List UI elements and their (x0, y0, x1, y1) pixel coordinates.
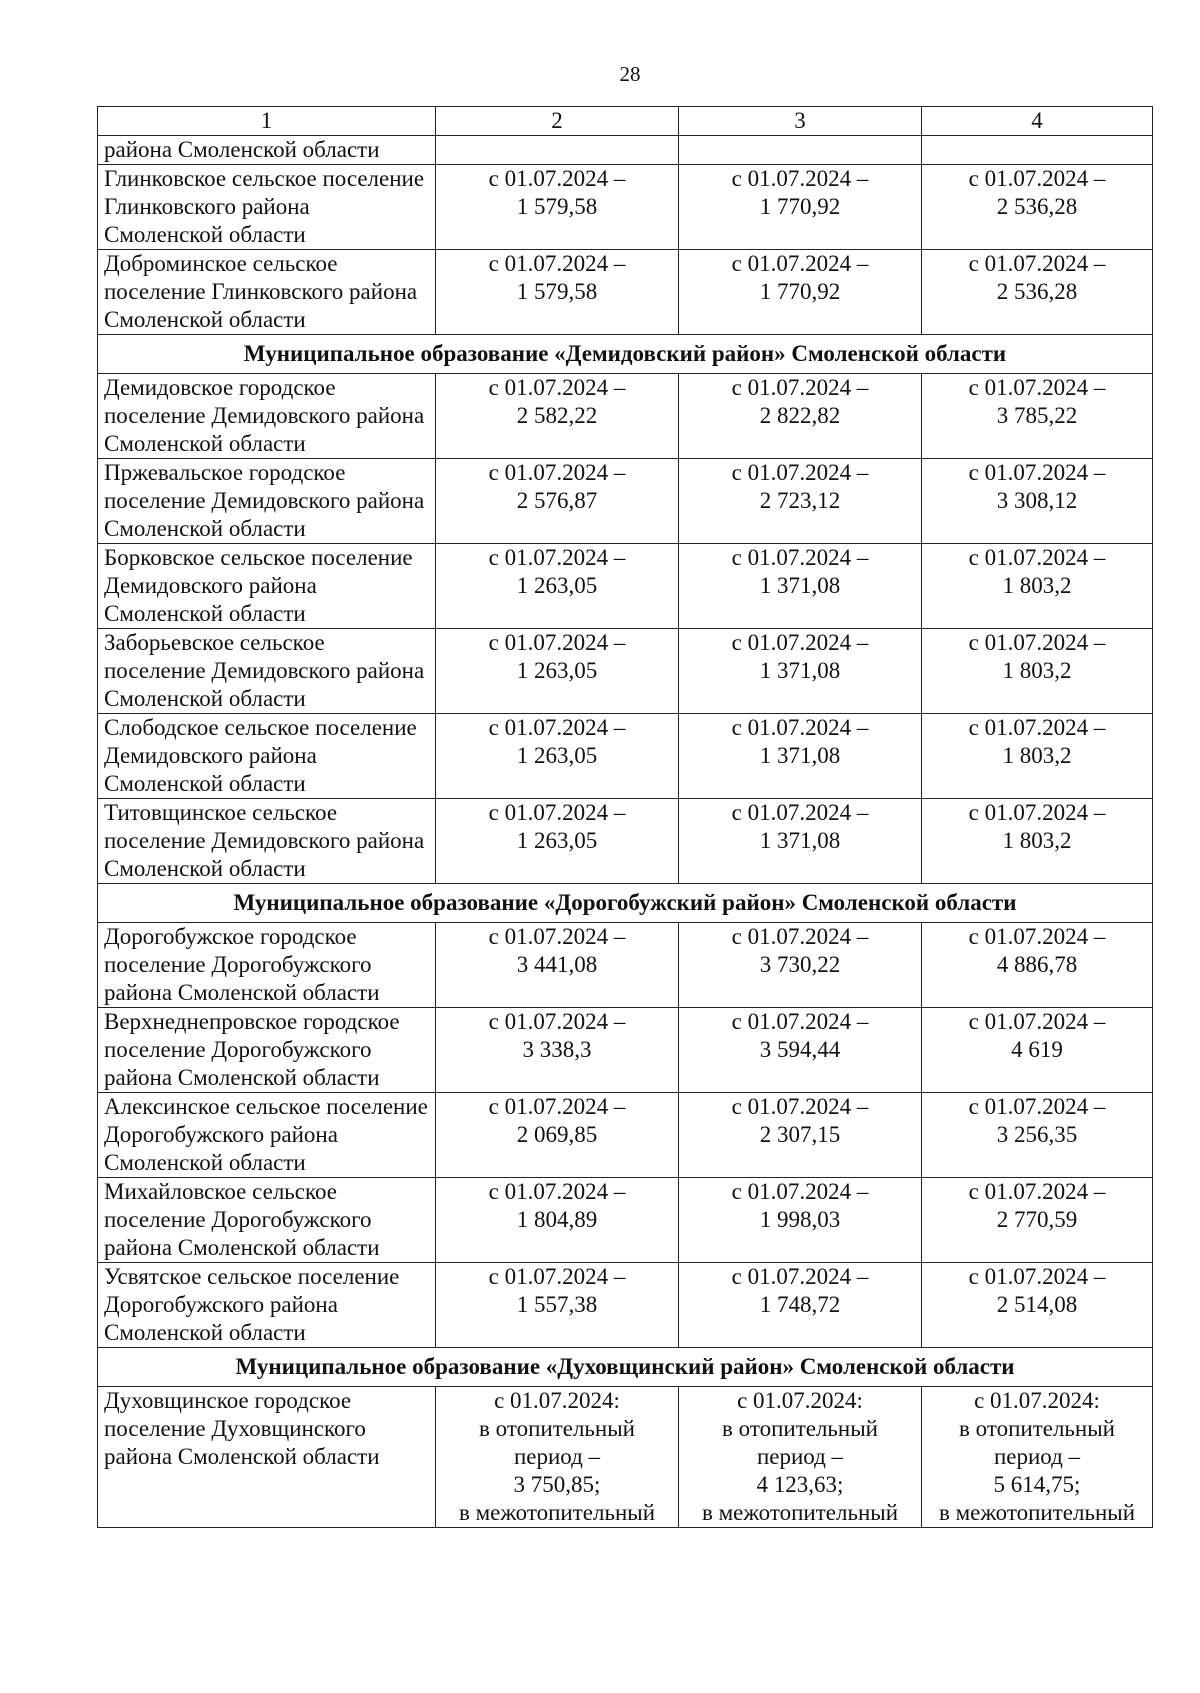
table-row (98, 714, 1153, 799)
section-heading: Муниципальное образование «Дорогобужский район» Смоленской области (98, 884, 1153, 923)
column-number: 3 (679, 107, 922, 136)
column-number: 2 (436, 107, 679, 136)
tariff-value-col-3: с 01.07.2024 – 2 723,12 (679, 459, 922, 544)
table-row (98, 923, 1153, 1008)
table-body (98, 107, 1153, 1528)
tariff-value-col-4: с 01.07.2024 – 2 514,08 (922, 1263, 1153, 1348)
tariff-value-col-2: с 01.07.2024 – 3 338,3 (436, 1008, 679, 1093)
tariff-value-col-3 (679, 136, 922, 165)
table-row (98, 374, 1153, 459)
table-row (98, 799, 1153, 884)
tariff-value-col-2: с 01.07.2024 – 2 069,85 (436, 1093, 679, 1178)
tariff-value-col-3: с 01.07.2024 – 1 371,08 (679, 629, 922, 714)
table-row (98, 629, 1153, 714)
tariff-value-col-4: с 01.07.2024 – 3 308,12 (922, 459, 1153, 544)
tariff-value-col-2 (436, 136, 679, 165)
tariff-value-col-4: с 01.07.2024 – 2 536,28 (922, 250, 1153, 335)
settlement-name: Усвятское сельское поселение Дорогобужского района Смоленской области (98, 1263, 436, 1348)
table-row (98, 1178, 1153, 1263)
tariff-value-col-2: с 01.07.2024: в отопительный период – 3 750,85; в межотопительный (436, 1387, 679, 1528)
tariff-value-col-3: с 01.07.2024 – 3 594,44 (679, 1008, 922, 1093)
tariff-value-col-3: с 01.07.2024 – 3 730,22 (679, 923, 922, 1008)
tariff-value-col-4: с 01.07.2024 – 1 803,2 (922, 629, 1153, 714)
table-row (98, 136, 1153, 165)
section-heading-row (98, 884, 1153, 923)
tariff-value-col-3: с 01.07.2024 – 1 748,72 (679, 1263, 922, 1348)
table-row (98, 1008, 1153, 1093)
section-heading-row (98, 1348, 1153, 1387)
tariff-value-col-2: с 01.07.2024 – 3 441,08 (436, 923, 679, 1008)
settlement-name: Дорогобужское городское поселение Дорогобужского района Смоленской области (98, 923, 436, 1008)
section-heading: Муниципальное образование «Духовщинский район» Смоленской области (98, 1348, 1153, 1387)
tariff-value-col-2: с 01.07.2024 – 1 263,05 (436, 544, 679, 629)
column-number-row (98, 107, 1153, 136)
settlement-name: района Смоленской области (98, 136, 436, 165)
table-row (98, 1263, 1153, 1348)
column-number: 1 (98, 107, 436, 136)
tariff-value-col-4: с 01.07.2024 – 3 785,22 (922, 374, 1153, 459)
tariff-value-col-2: с 01.07.2024 – 1 579,58 (436, 250, 679, 335)
tariff-value-col-4: с 01.07.2024 – 4 886,78 (922, 923, 1153, 1008)
table-row (98, 165, 1153, 250)
tariff-value-col-4: с 01.07.2024 – 1 803,2 (922, 799, 1153, 884)
tariff-value-col-2: с 01.07.2024 – 1 263,05 (436, 629, 679, 714)
tariff-value-col-3: с 01.07.2024 – 1 371,08 (679, 799, 922, 884)
tariff-value-col-2: с 01.07.2024 – 1 263,05 (436, 799, 679, 884)
tariff-value-col-3: с 01.07.2024 – 1 770,92 (679, 250, 922, 335)
tariff-value-col-3: с 01.07.2024: в отопительный период – 4 123,63; в межотопительный (679, 1387, 922, 1528)
tariff-value-col-4: с 01.07.2024 – 2 536,28 (922, 165, 1153, 250)
tariff-value-col-2: с 01.07.2024 – 1 263,05 (436, 714, 679, 799)
column-number: 4 (922, 107, 1153, 136)
tariff-value-col-3: с 01.07.2024 – 1 371,08 (679, 544, 922, 629)
settlement-name: Глинковское сельское поселение Глинковского района Смоленской области (98, 165, 436, 250)
table-row (98, 250, 1153, 335)
settlement-name: Алексинское сельское поселение Дорогобужского района Смоленской области (98, 1093, 436, 1178)
settlement-name: Духовщинское городское поселение Духовщинского района Смоленской области (98, 1387, 436, 1528)
tariff-value-col-2: с 01.07.2024 – 2 582,22 (436, 374, 679, 459)
tariff-value-col-4: с 01.07.2024 – 3 256,35 (922, 1093, 1153, 1178)
page-number: 28 (619, 62, 641, 86)
section-heading-row (98, 335, 1153, 374)
settlement-name: Титовщинское сельское поселение Демидовского района Смоленской области (98, 799, 436, 884)
tariff-value-col-3: с 01.07.2024 – 2 822,82 (679, 374, 922, 459)
tariff-value-col-3: с 01.07.2024 – 1 770,92 (679, 165, 922, 250)
tariff-value-col-4 (922, 136, 1153, 165)
tariff-value-col-3: с 01.07.2024 – 1 998,03 (679, 1178, 922, 1263)
tariff-value-col-2: с 01.07.2024 – 1 804,89 (436, 1178, 679, 1263)
settlement-name: Михайловское сельское поселение Дорогобужского района Смоленской области (98, 1178, 436, 1263)
tariff-table (97, 106, 1153, 1528)
table-row (98, 459, 1153, 544)
tariff-value-col-4: с 01.07.2024: в отопительный период – 5 614,75; в межотопительный (922, 1387, 1153, 1528)
tariff-value-col-4: с 01.07.2024 – 1 803,2 (922, 714, 1153, 799)
settlement-name: Верхнеднепровское городское поселение Дорогобужского района Смоленской области (98, 1008, 436, 1093)
tariff-value-col-2: с 01.07.2024 – 1 557,38 (436, 1263, 679, 1348)
tariff-value-col-3: с 01.07.2024 – 1 371,08 (679, 714, 922, 799)
settlement-name: Борковское сельское поселение Демидовского района Смоленской области (98, 544, 436, 629)
table-row (98, 544, 1153, 629)
settlement-name: Заборьевское сельское поселение Демидовского района Смоленской области (98, 629, 436, 714)
tariff-value-col-4: с 01.07.2024 – 1 803,2 (922, 544, 1153, 629)
table-row (98, 1093, 1153, 1178)
settlement-name: Пржевальское городское поселение Демидовского района Смоленской области (98, 459, 436, 544)
table-row (98, 1387, 1153, 1528)
tariff-value-col-4: с 01.07.2024 – 4 619 (922, 1008, 1153, 1093)
tariff-value-col-4: с 01.07.2024 – 2 770,59 (922, 1178, 1153, 1263)
section-heading: Муниципальное образование «Демидовский район» Смоленской области (98, 335, 1153, 374)
tariff-value-col-2: с 01.07.2024 – 2 576,87 (436, 459, 679, 544)
settlement-name: Доброминское сельское поселение Глинковского района Смоленской области (98, 250, 436, 335)
settlement-name: Демидовское городское поселение Демидовского района Смоленской области (98, 374, 436, 459)
tariff-value-col-2: с 01.07.2024 – 1 579,58 (436, 165, 679, 250)
settlement-name: Слободское сельское поселение Демидовского района Смоленской области (98, 714, 436, 799)
tariff-value-col-3: с 01.07.2024 – 2 307,15 (679, 1093, 922, 1178)
